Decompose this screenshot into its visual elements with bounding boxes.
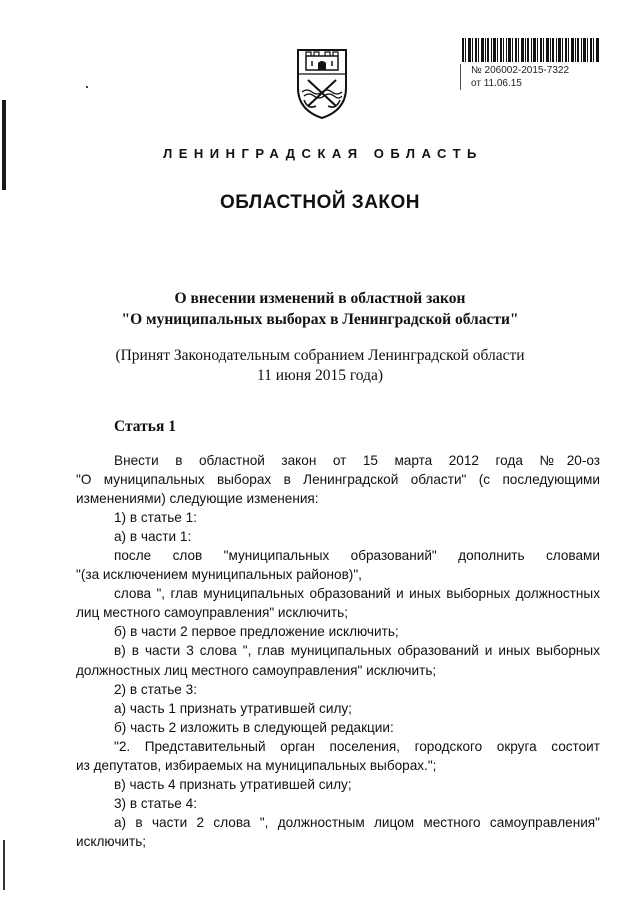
- amendment-item-1b: б) в части 2 первое предложение исключить;: [114, 624, 399, 640]
- article-intro-line-1: Внести в областной закон от 15 марта 2012 года №20-оз: [114, 453, 600, 468]
- registration-date: от 11.06.15: [460, 77, 569, 90]
- scan-edge-mark: [2, 100, 6, 190]
- article-body: [76, 451, 600, 851]
- amendment-item-2v: в) часть 4 признать утратившей силу;: [114, 776, 352, 792]
- amendment-item-2b-quote-line-2: из депутатов, избираемых на муниципальных выборах.";: [76, 757, 437, 773]
- scan-dot: [86, 86, 88, 88]
- adoption-note-line-1: (Принят Законодательным собранием Ленинградской области: [115, 347, 525, 364]
- coat-of-arms-emblem: [292, 44, 352, 120]
- article-intro-line-2: "О муниципальных выборах в Ленинградской области" (с последующими: [76, 472, 600, 488]
- registration-number: № 206002-2015-7322: [460, 64, 569, 77]
- registration-stamp: [460, 64, 569, 90]
- amendment-item-2b: б) часть 2 изложить в следующей редакции:: [114, 719, 394, 735]
- amendment-item-2: 2) в статье 3:: [114, 681, 197, 697]
- law-title-line-2: "О муниципальных выборах в Ленинградской области": [121, 311, 519, 328]
- article-intro-line-3: изменениями) следующие изменения:: [76, 491, 319, 507]
- article-heading: Статья 1: [114, 418, 176, 435]
- amendment-item-1v-line-1: в) в части 3 слова ", глав муниципальных образований и иных выборных: [114, 643, 600, 659]
- law-title-line-1: О внесении изменений в областной закон: [174, 290, 466, 307]
- amendment-item-1a-line-3: слова ", глав муниципальных образований и иных выборных должностных: [114, 586, 600, 602]
- amendment-item-3: 3) в статье 4:: [114, 795, 197, 811]
- amendment-item-1a-line-1: после слов "муниципальных образований" дополнить словами: [114, 548, 600, 564]
- amendment-item-1: 1) в статье 1:: [114, 510, 197, 526]
- adoption-note-line-2: 11 июня 2015 года): [256, 367, 384, 384]
- law-title: [0, 288, 640, 330]
- amendment-item-3a-line-2: исключить;: [76, 833, 147, 849]
- amendment-item-1v-line-2: должностных лиц местного самоуправления" исключить;: [76, 662, 437, 678]
- amendment-item-1a-line-2: "(за исключением муниципальных районов)",: [76, 567, 362, 583]
- adoption-note: [0, 346, 640, 386]
- document-type: ОБЛАСТНОЙ ЗАКОН: [219, 192, 421, 213]
- registration-barcode: [462, 38, 600, 62]
- scan-edge-mark-lower: [3, 840, 5, 890]
- amendment-item-3a-line-1: а) в части 2 слова ", должностным лицом местного самоуправления": [114, 814, 600, 830]
- amendment-item-1a-line-4: лиц местного самоуправления" исключить;: [76, 605, 349, 621]
- amendment-item-2b-quote-line-1: "2. Представительный орган поселения, городского округа состоит: [114, 738, 600, 754]
- amendment-item-2a: а) часть 1 признать утратившей силу;: [114, 700, 352, 716]
- region-title: ЛЕНИНГРАДСКАЯ ОБЛАСТЬ: [163, 146, 483, 161]
- amendment-item-1a: а) в части 1:: [114, 529, 192, 545]
